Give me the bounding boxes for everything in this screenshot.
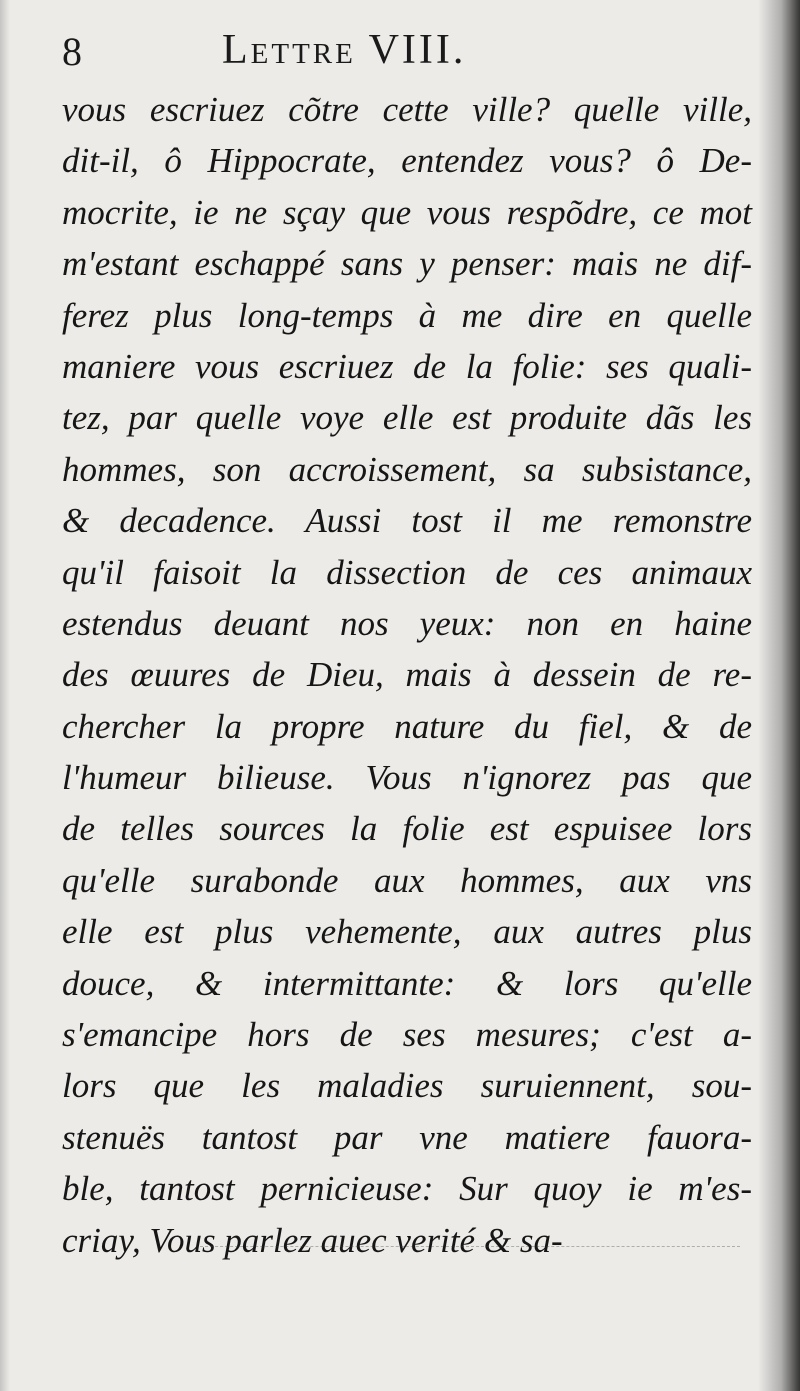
- text-line: qu'elle surabonde aux hommes, aux vns: [62, 860, 752, 900]
- page-header: [62, 18, 762, 78]
- page-number: 8: [62, 29, 82, 74]
- text-line: estendus deuant nos yeux: non en haine: [62, 603, 752, 643]
- text-line: criay, Vous parlez auec verité & sa-: [62, 1220, 563, 1260]
- text-line: & decadence. Aussi tost il me remonstre: [62, 501, 752, 541]
- text-line: maniere vous escriuez de la folie: ses quali-: [62, 346, 752, 386]
- text-line: hommes, son accroissement, sa subsistance,: [62, 449, 752, 489]
- text-line: de telles sources la folie est espuisee lors: [62, 809, 752, 849]
- text-line: vous escriuez cõtre cette ville? quelle ville,: [62, 90, 752, 129]
- body-text: [62, 84, 752, 1266]
- running-title: Lettre VIII.: [222, 27, 467, 73]
- text-line: ferez plus long-temps à me dire en quelle: [62, 295, 752, 335]
- text-line: des œuures de Dieu, mais à dessein de re-: [62, 655, 752, 695]
- text-line: elle est plus vehemente, aux autres plus: [62, 912, 752, 952]
- text-line: lors que les maladies suruiennent, sou-: [62, 1066, 752, 1106]
- text-line: m'estant eschappé sans y penser: mais ne dif-: [62, 244, 752, 284]
- text-line: chercher la propre nature du fiel, & de: [62, 706, 752, 746]
- text-line: mocrite, ie ne sçay que vous respõdre, ce mot: [62, 192, 752, 232]
- text-line: dit-il, ô Hippocrate, entendez vous? ô De-: [62, 141, 752, 181]
- page-bottom-mark: [200, 1246, 740, 1248]
- text-line: l'humeur bilieuse. Vous n'ignorez pas que: [62, 758, 752, 798]
- page-left-edge-shadow: [0, 0, 10, 1391]
- text-line: stenuës tantost par vne matiere fauora-: [62, 1117, 752, 1157]
- text-line: tez, par quelle voye elle est produite dãs les: [62, 398, 752, 438]
- text-line: s'emancipe hors de ses mesures; c'est a-: [62, 1015, 752, 1055]
- page-binding-shadow: [758, 0, 800, 1391]
- text-line: douce, & intermittante: & lors qu'elle: [62, 963, 752, 1003]
- text-line: qu'il faisoit la dissection de ces animaux: [62, 552, 752, 592]
- text-line: ble, tantost pernicieuse: Sur quoy ie m'es-: [62, 1169, 752, 1209]
